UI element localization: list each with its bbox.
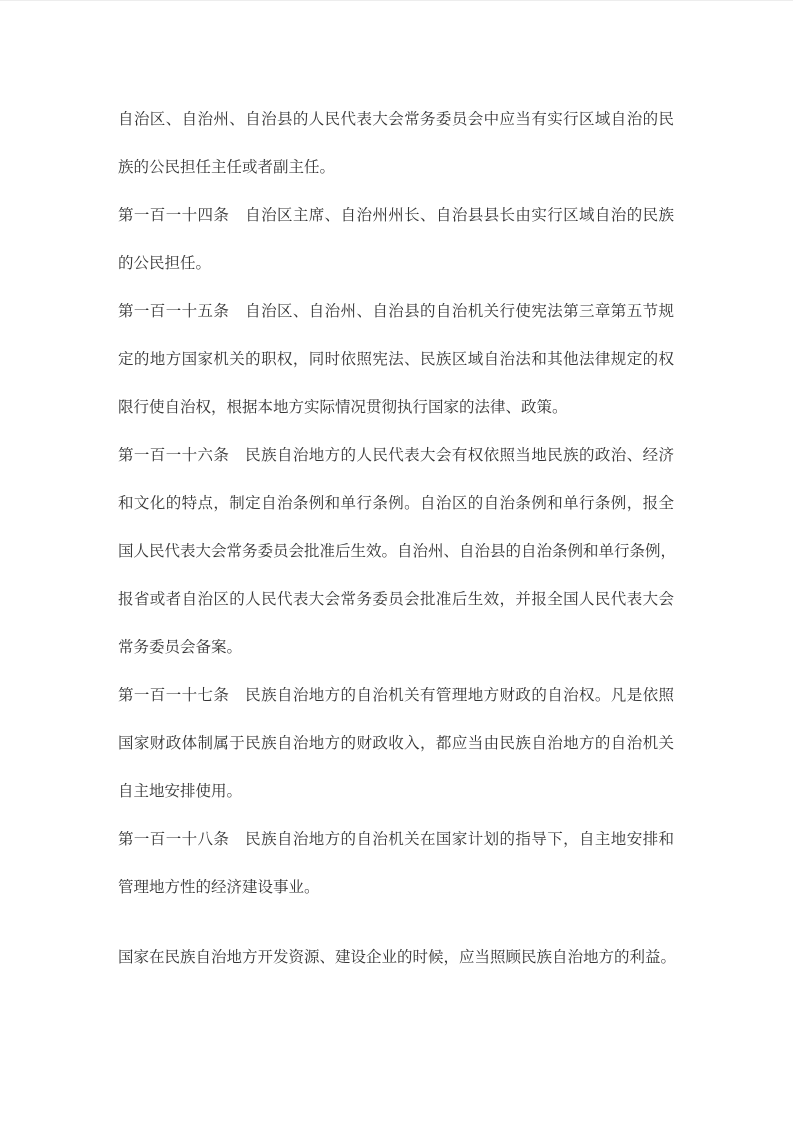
text-line: 族的公民担任主任或者副主任。: [118, 159, 336, 176]
paragraph-article-114: [118, 192, 674, 288]
text-line: 自治区、自治州、自治县的人民代表大会常务委员会中应当有实行区域自治的民: [118, 111, 674, 128]
text-line: 国家在民族自治地方开发资源、建设企业的时候，应当照顾民族自治地方的利益。: [118, 949, 677, 966]
text-line: 管理地方性的经济建设事业。: [118, 879, 320, 896]
text-line: 第一百一十五条 自治区、自治州、自治县的自治机关行使宪法第三章第五节规: [118, 303, 674, 320]
text-line: 第一百一十六条 民族自治地方的人民代表大会有权依照当地民族的政治、经济: [118, 447, 674, 464]
text-line: 和文化的特点，制定自治条例和单行条例。自治区的自治条例和单行条例，报全: [118, 495, 674, 512]
text-line: 国人民代表大会常务委员会批准后生效。自治州、自治县的自治条例和单行条例，: [118, 543, 677, 560]
text-line: 第一百一十七条 民族自治地方的自治机关有管理地方财政的自治权。凡是依照: [118, 687, 674, 704]
document-body: [118, 96, 677, 982]
text-line: 自主地安排使用。: [118, 783, 243, 800]
text-line: 定的地方国家机关的职权，同时依照宪法、民族区域自治法和其他法律规定的权: [118, 351, 674, 368]
text-line: 国家财政体制属于民族自治地方的财政收入，都应当由民族自治地方的自治机关: [118, 735, 674, 752]
paragraph-article-118-second-clause: [118, 934, 677, 982]
text-line: 限行使自治权，根据本地方实际情况贯彻执行国家的法律、政策。: [118, 399, 568, 416]
paragraph-article-117: [118, 672, 674, 816]
text-line: 第一百一十八条 民族自治地方的自治机关在国家计划的指导下，自主地安排和: [118, 831, 674, 848]
text-line: 报省或者自治区的人民代表大会常务委员会批准后生效，并报全国人民代表大会: [118, 591, 674, 608]
text-line: 常务委员会备案。: [118, 639, 243, 656]
paragraph-article-118-first-clause: [118, 816, 674, 912]
paragraph-article-115: [118, 288, 674, 432]
paragraph-article-113-second-clause: [118, 96, 674, 192]
text-line: 第一百一十四条 自治区主席、自治州州长、自治县县长由实行区域自治的民族: [118, 207, 674, 224]
text-line: 的公民担任。: [118, 255, 212, 272]
paragraph-article-116: [118, 432, 677, 672]
